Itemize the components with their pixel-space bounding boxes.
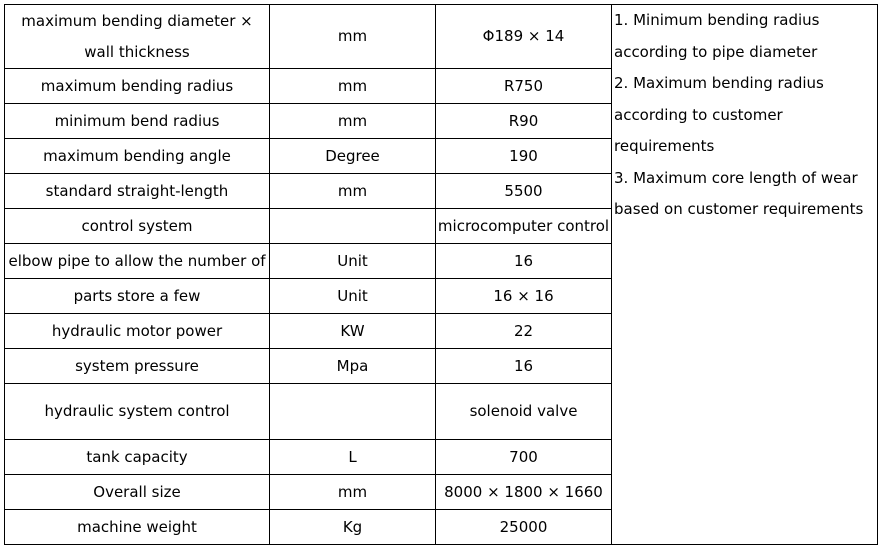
value-cell: R750	[436, 69, 612, 104]
param-cell: machine weight	[5, 510, 270, 545]
value-cell: 25000	[436, 510, 612, 545]
param-cell: system pressure	[5, 349, 270, 384]
value-cell: solenoid valve	[436, 384, 612, 440]
unit-cell: mm	[270, 475, 436, 510]
unit-cell: Degree	[270, 139, 436, 174]
unit-cell: Unit	[270, 244, 436, 279]
param-cell: maximum bending radius	[5, 69, 270, 104]
param-cell: maximum bending diameter × wall thickness	[5, 5, 270, 69]
unit-cell: KW	[270, 314, 436, 349]
value-cell: 16	[436, 349, 612, 384]
notes-cell	[612, 5, 878, 545]
value-cell: 16 × 16	[436, 279, 612, 314]
param-cell: Overall size	[5, 475, 270, 510]
unit-cell: mm	[270, 5, 436, 69]
unit-cell	[270, 384, 436, 440]
value-cell: Φ189 × 14	[436, 5, 612, 69]
value-cell: 5500	[436, 174, 612, 209]
value-cell: 190	[436, 139, 612, 174]
param-cell: standard straight-length	[5, 174, 270, 209]
unit-cell: mm	[270, 69, 436, 104]
param-cell: hydraulic system control	[5, 384, 270, 440]
unit-cell: Kg	[270, 510, 436, 545]
value-cell: 16	[436, 244, 612, 279]
spec-table	[4, 4, 878, 545]
table-row	[5, 5, 878, 69]
value-cell: 22	[436, 314, 612, 349]
param-cell: control system	[5, 209, 270, 244]
unit-cell: mm	[270, 174, 436, 209]
param-cell: minimum bend radius	[5, 104, 270, 139]
unit-cell: mm	[270, 104, 436, 139]
value-cell: 8000 × 1800 × 1660	[436, 475, 612, 510]
param-cell: hydraulic motor power	[5, 314, 270, 349]
param-cell: elbow pipe to allow the number of	[5, 244, 270, 279]
unit-cell: L	[270, 440, 436, 475]
note-3: 3. Maximum core length of wear based on customer requirements	[614, 168, 864, 218]
param-cell: maximum bending angle	[5, 139, 270, 174]
note-2: 2. Maximum bending radius according to customer requirements	[614, 74, 824, 155]
value-cell: R90	[436, 104, 612, 139]
param-cell: parts store a few	[5, 279, 270, 314]
note-1: 1. Minimum bending radius according to pipe diameter	[614, 11, 820, 61]
param-cell: tank capacity	[5, 440, 270, 475]
unit-cell: Mpa	[270, 349, 436, 384]
unit-cell	[270, 209, 436, 244]
unit-cell: Unit	[270, 279, 436, 314]
value-cell: microcomputer control	[436, 209, 612, 244]
value-cell: 700	[436, 440, 612, 475]
